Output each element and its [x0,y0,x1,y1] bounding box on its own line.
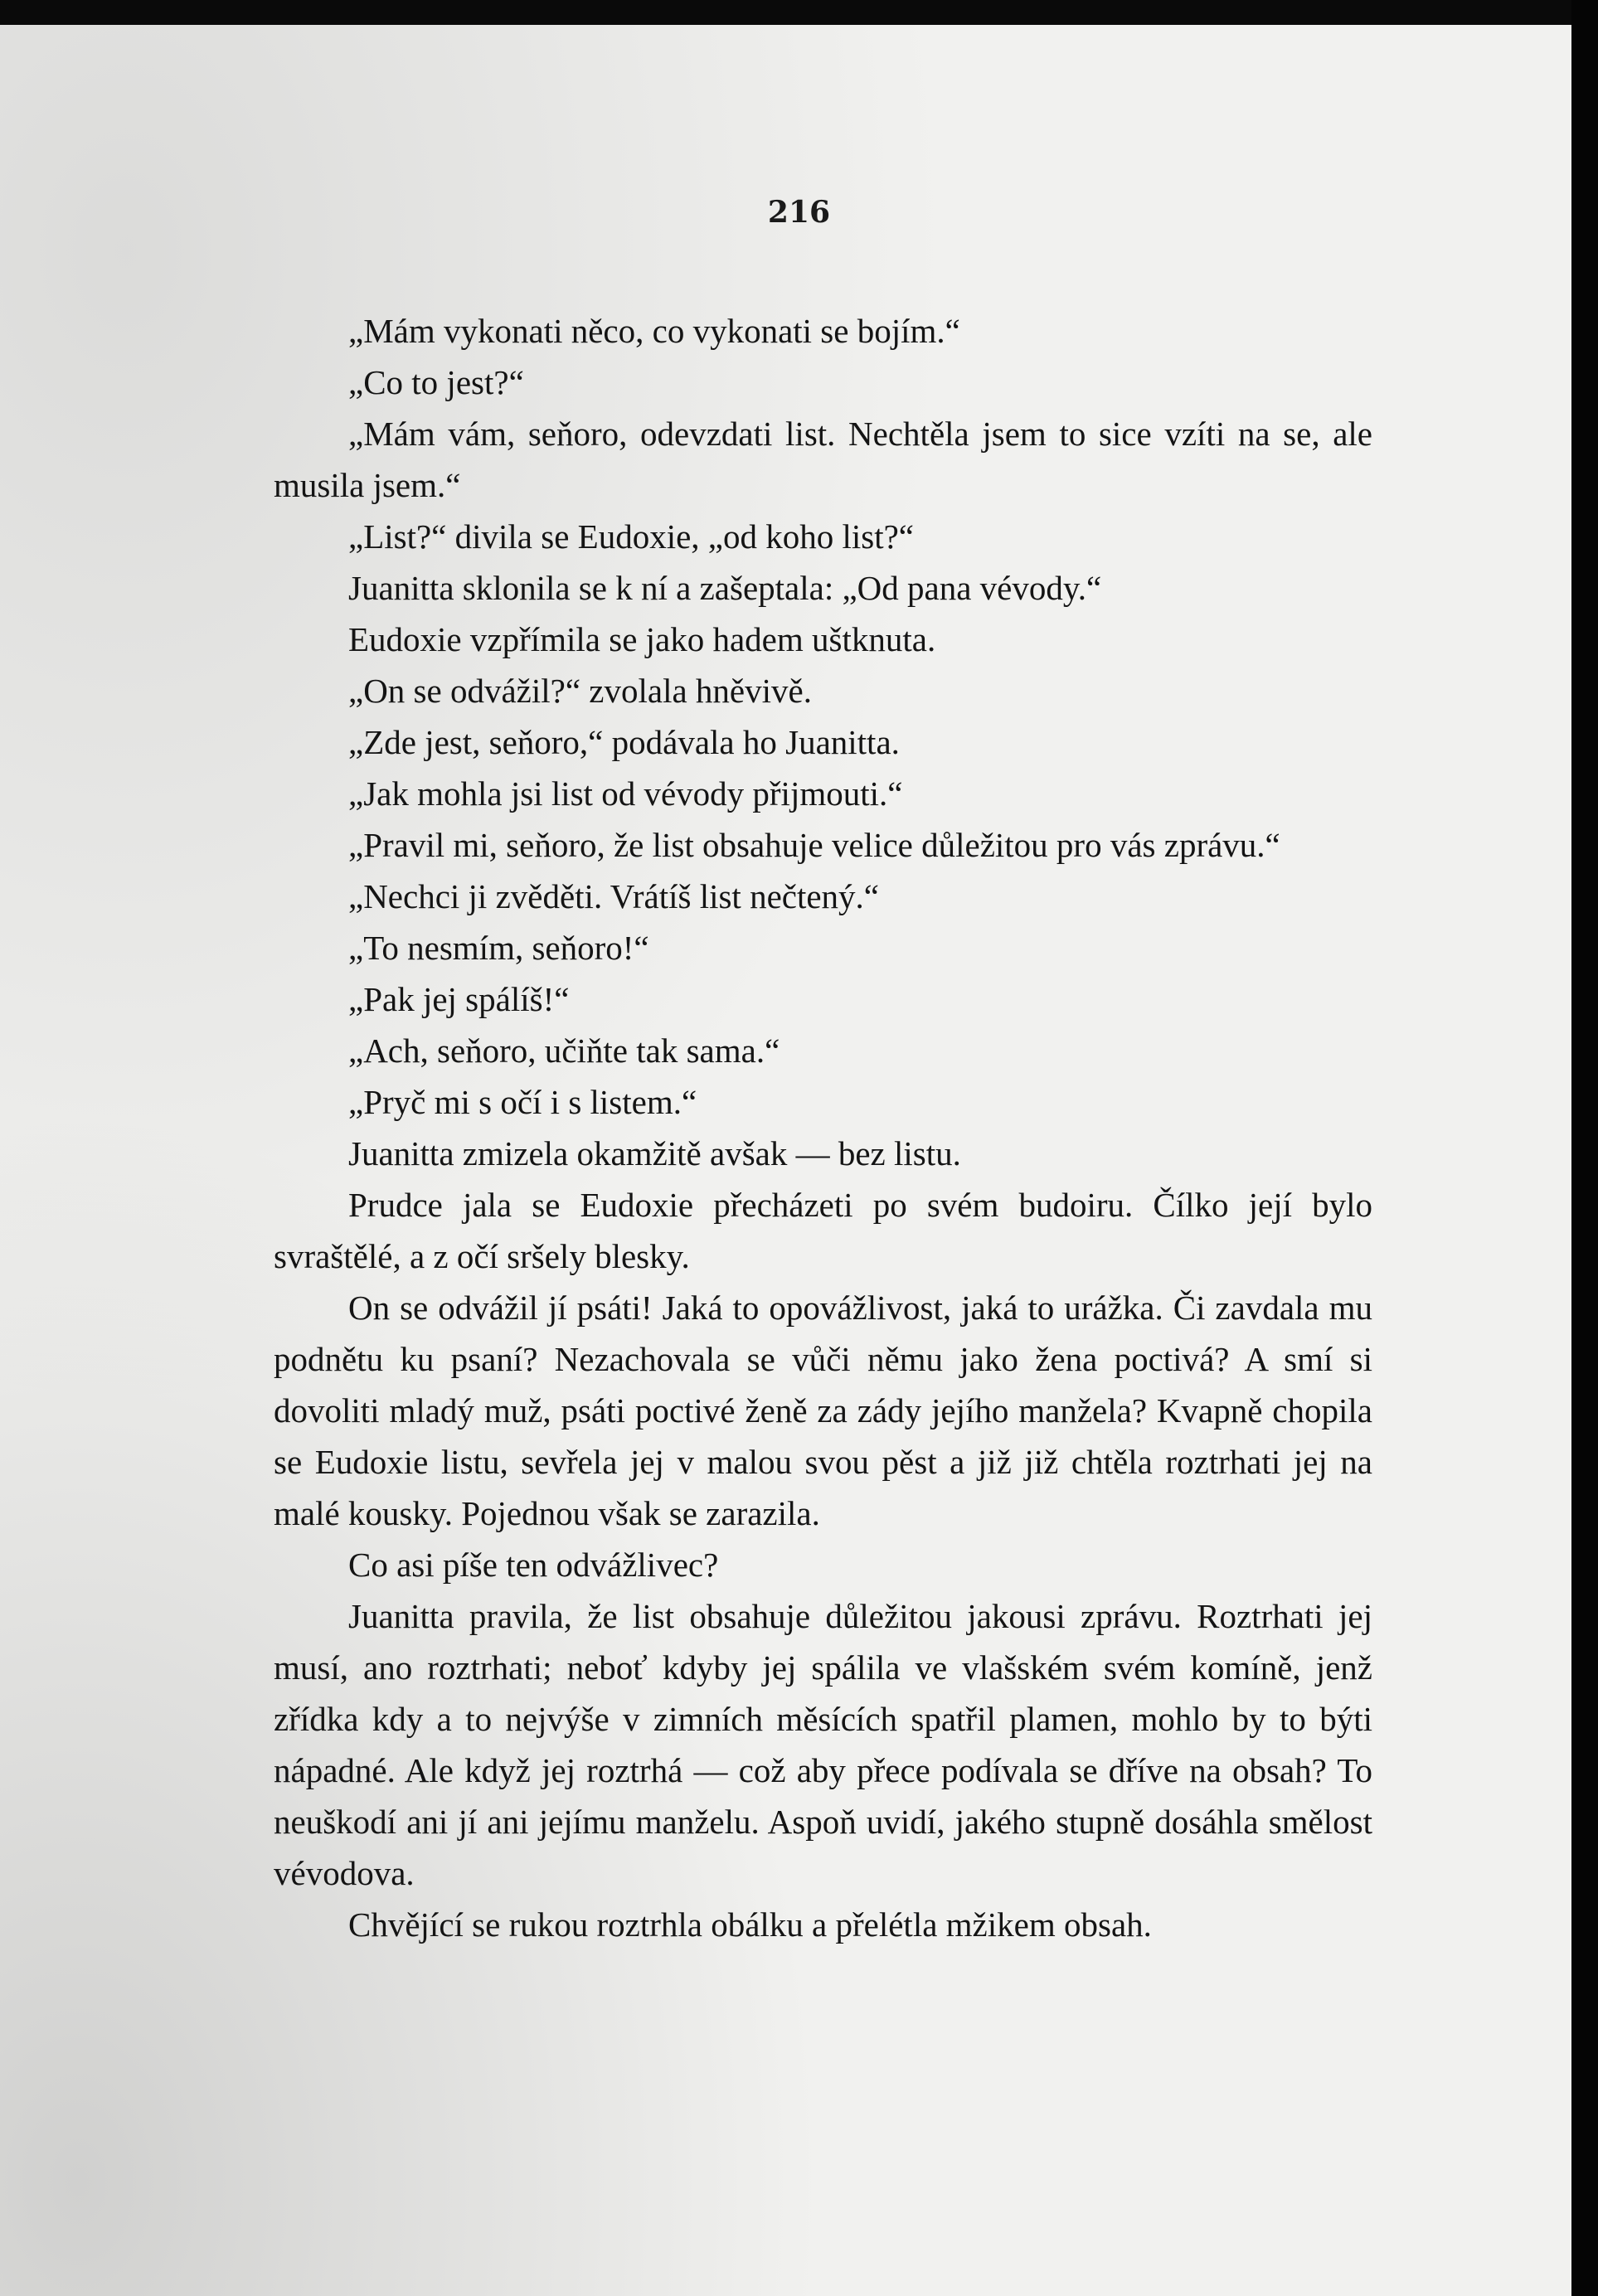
paragraph-21: Chvějící se rukou roztrhla obálku a přelétla mžikem obsah. [348,1905,1152,1944]
paragraph-2: „Co to jest?“ [348,363,524,401]
paragraph-13: „Pak jej spálíš!“ [348,980,570,1018]
paragraph-7: „On se odvážil?“ zvolala hněvivě. [348,672,812,710]
paragraph-14: „Ach, seňoro, učiňte tak sama.“ [348,1032,780,1070]
paragraph-20: Juanitta pravila, že list obsahuje důležitou jakousi zprávu. Roztrhati jej musí, ano roztrhati; neboť kdyby jej spálila ve vlašském svém komíně, jenž zřídka kdy a to nejvýše v zimních měsících spatřil plamen, mohlo by to býti nápadné. Ale když jej roztrhá — což aby přece podívala se dříve na obsah? To neuškodí ani jí ani jejímu manželu. Aspoň uvidí, jakého stupně dosáhla smělost vévodova. [274,1597,1372,1892]
page-number: 216 [767,195,831,230]
paragraph-6: Eudoxie vzpřímila se jako hadem uštknuta. [348,620,936,658]
paragraph-18: On se odvážil jí psáti! Jaká to opovážlivost, jaká to urážka. Či zavdala mu podnětu ku psaní? Nezachovala se vůči němu jako žena poctivá? A smí si dovoliti mladý muž, psáti poctivé ženě za zády jejího manžela? Kvapně chopila se Eudoxie listu, sevřela jej v malou svou pěst a již již chtěla roztrhati jej na malé kousky. Pojednou však se zarazila. [274,1289,1372,1532]
page-body [274,305,1372,1950]
paragraph-1: „Mám vykonati něco, co vykonati se bojím.“ [348,312,960,350]
paragraph-10: „Pravil mi, seňoro, že list obsahuje velice důležitou pro vás zprávu.“ [348,826,1280,864]
paragraph-8: „Zde jest, seňoro,“ podávala ho Juanitta. [348,723,900,761]
paragraph-5: Juanitta sklonila se k ní a zašeptala: „Od pana vévody.“ [348,569,1102,607]
scan-border [1571,0,1598,2296]
paragraph-3: „Mám vám, seňoro, odevzdati list. Nechtěla jsem to sice vzíti na se, ale musila jsem.“ [274,415,1372,504]
paragraph-17: Prudce jala se Eudoxie přecházeti po svém budoiru. Čílko její bylo svraštělé, a z očí sršely blesky. [274,1186,1372,1275]
paragraph-15: „Pryč mi s očí i s listem.“ [348,1083,697,1121]
paragraph-12: „To nesmím, seňoro!“ [348,929,649,967]
paragraph-4: „List?“ divila se Eudoxie, „od koho list?“ [348,517,915,556]
paragraph-9: „Jak mohla jsi list od vévody přijmouti.“ [348,774,903,813]
paragraph-19: Co asi píše ten odvážlivec? [348,1546,719,1584]
paragraph-16: Juanitta zmizela okamžitě avšak — bez listu. [348,1134,961,1172]
paragraph-11: „Nechci ji zvěděti. Vrátíš list nečtený.“ [348,877,880,915]
